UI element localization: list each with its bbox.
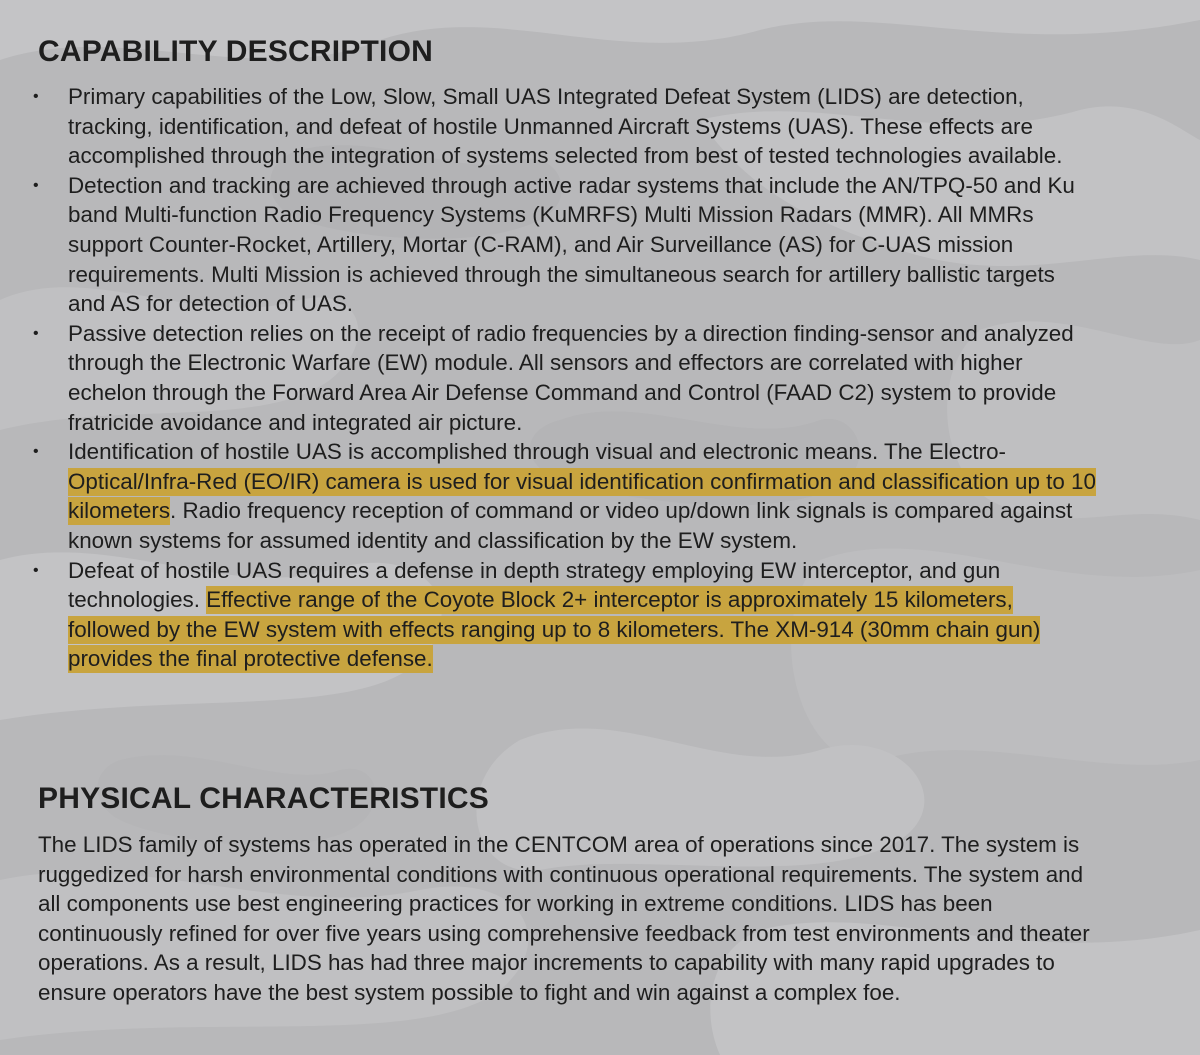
physical-characteristics-paragraph: The LIDS family of systems has operated in the CENTCOM area of operations since 2017. The system is ruggedized for harsh environmental conditions with continuous operational requirements. The system and all components use best engineering practices for working in extreme conditions. LIDS has been continuously refined for over five years using comprehensive feedback from test environments and theater operations. As a result, LIDS has had three major increments to capability with many rapid upgrades to ensure operators have the best system possible to fight and win against a complex foe. xyxy=(38,832,1090,1005)
bullet-dot: • xyxy=(33,561,39,579)
capability-description-heading: CAPABILITY DESCRIPTION xyxy=(38,35,433,68)
bullet-text: Passive detection relies on the receipt of radio frequencies by a direction finding-sensor and analyzed through the Electronic Warfare (EW) module. All sensors and effectors are correlated with higher echelon through the Forward Area Air Defense Command and Control (FAAD C2) system to provide fratricide avoidance and integrated air picture. xyxy=(68,320,1074,435)
capability-bullet-item xyxy=(0,319,1098,437)
bullet-dot: • xyxy=(33,176,39,194)
bullet-dot: • xyxy=(33,88,39,105)
capability-bullet-item xyxy=(0,171,1098,319)
bullet-text: Primary capabilities of the Low, Slow, Small UAS Integrated Defeat System (LIDS) are detection, tracking, identification, and defeat of hostile Unmanned Aircraft Systems (UAS). These effects are accomplished through the integration of systems selected from best of tested technologies available. xyxy=(68,84,1063,169)
capability-bullet-item xyxy=(0,437,1098,555)
capability-bullet-item xyxy=(0,556,1098,674)
bullet-dot: • xyxy=(33,324,39,342)
capability-bullet-list xyxy=(0,82,1200,674)
capability-bullet-item xyxy=(0,82,1098,171)
highlighted-text: Optical/Infra-Red (EO/IR) camera is used for visual identification confirmation and classification up to 10 kilometers xyxy=(68,468,1096,524)
bullet-text: Identification of hostile UAS is accomplished through visual and electronic means. The Electro- xyxy=(68,439,1006,465)
bullet-text: Defeat of hostile UAS requires a defense in depth strategy employing EW interceptor, and gun technologies. xyxy=(68,557,1001,613)
highlighted-text: Effective range of the Coyote Block 2+ interceptor is approximately 15 kilometers, followed by the EW system with effects ranging up to 8 kilometers. The XM-914 (30mm chain gun) provides the final protective defense. xyxy=(68,587,1041,672)
bullet-dot: • xyxy=(33,443,39,461)
bullet-text: . Radio frequency reception of command or video up/down link signals is compared against known systems for assumed identity and classification by the EW system. xyxy=(68,498,1073,553)
physical-characteristics-heading: PHYSICAL CHARACTERISTICS xyxy=(38,782,489,815)
bullet-text: Detection and tracking are achieved through active radar systems that include the AN/TPQ-50 and Ku band Multi-function Radio Frequency Systems (KuMRFS) Multi Mission Radars (MMR). All MMRs support Counter-Rocket, Artillery, Mortar (C-RAM), and Air Surveillance (AS) for C-UAS mission requirements. Multi Mission is achieved through the simultaneous search for artillery ballistic targets and AS for detection of UAS. xyxy=(68,172,1075,317)
